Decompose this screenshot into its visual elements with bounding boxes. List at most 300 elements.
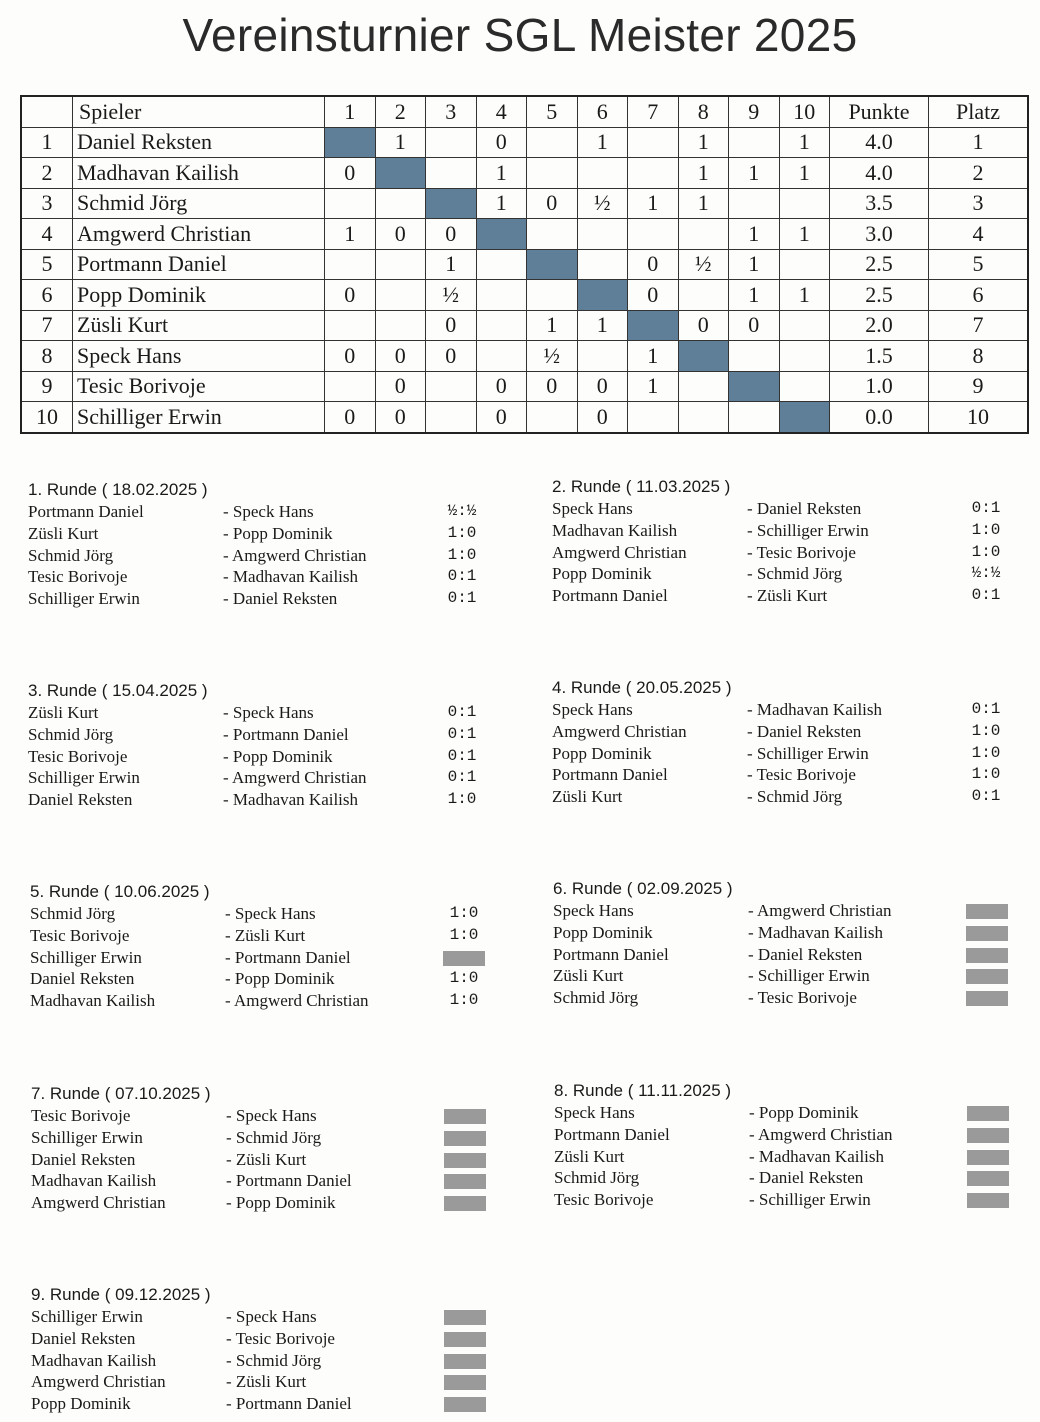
game-row bbox=[31, 1306, 501, 1328]
white-player: Speck Hans bbox=[552, 499, 633, 518]
row-number: 7 bbox=[21, 310, 73, 341]
pending-result-box bbox=[444, 1109, 486, 1124]
white-player: Schmid Jörg bbox=[554, 1168, 640, 1188]
black-player: - Schilliger Erwin bbox=[748, 966, 870, 986]
white-player: Tesic Borivoje bbox=[30, 925, 130, 945]
round-heading bbox=[552, 677, 1022, 699]
white-player: Schilliger Erwin bbox=[31, 1127, 143, 1147]
white-player: Daniel Reksten bbox=[31, 1149, 136, 1169]
header-col-10: 10 bbox=[779, 96, 830, 127]
points-cell: 2.0 bbox=[830, 310, 929, 341]
crosstable bbox=[20, 95, 1029, 434]
round-block bbox=[28, 680, 498, 811]
black-player: - Portmann Daniel bbox=[223, 724, 349, 744]
result-cell bbox=[628, 127, 679, 158]
rank-cell: 4 bbox=[929, 219, 1029, 250]
result-cell: 0 bbox=[325, 402, 376, 433]
self-cell bbox=[476, 219, 527, 250]
pending-result-box bbox=[967, 1128, 1009, 1143]
result-cell: 1 bbox=[628, 188, 679, 219]
result-cell: 1 bbox=[628, 371, 679, 402]
result-cell bbox=[325, 188, 376, 219]
round-date: ( 18.02.2025 ) bbox=[101, 480, 208, 499]
round-block bbox=[552, 476, 1022, 607]
game-result: 0:1 bbox=[447, 703, 477, 721]
result-cell bbox=[678, 280, 729, 311]
round-heading bbox=[30, 881, 500, 903]
white-player: Popp Dominik bbox=[552, 743, 652, 763]
black-player: - Madhavan Kailish bbox=[223, 567, 359, 587]
white-player: Amgwerd Christian bbox=[552, 721, 687, 741]
row-number: 2 bbox=[21, 158, 73, 189]
game-row bbox=[554, 1124, 1024, 1146]
round-block bbox=[553, 878, 1023, 1009]
result-cell: 1 bbox=[678, 188, 729, 219]
result-cell bbox=[375, 249, 426, 280]
round-label: 8. Runde bbox=[554, 1081, 623, 1100]
game-row bbox=[31, 1149, 501, 1171]
round-heading bbox=[553, 878, 1023, 900]
game-row bbox=[552, 585, 1022, 607]
black-player: - Tesic Borivoje bbox=[748, 988, 857, 1008]
result-cell: 0 bbox=[527, 371, 578, 402]
result-cell bbox=[476, 341, 527, 372]
header-player: Spieler bbox=[73, 96, 325, 127]
black-player: - Schmid Jörg bbox=[226, 1127, 322, 1147]
row-number: 3 bbox=[21, 188, 73, 219]
game-row bbox=[553, 987, 1023, 1009]
result-cell bbox=[678, 402, 729, 433]
header-points: Punkte bbox=[830, 96, 929, 127]
result-cell bbox=[426, 371, 477, 402]
game-result: 0:1 bbox=[971, 700, 1001, 718]
game-row bbox=[30, 925, 500, 947]
white-player: Popp Dominik bbox=[553, 922, 653, 942]
points-cell: 1.0 bbox=[830, 371, 929, 402]
white-player: Schilliger Erwin bbox=[30, 947, 142, 967]
result-cell: 0 bbox=[426, 310, 477, 341]
result-cell: 0 bbox=[325, 280, 376, 311]
black-player: - Amgwerd Christian bbox=[225, 991, 369, 1011]
result-cell bbox=[426, 402, 477, 433]
black-player: - Tesic Borivoje bbox=[747, 542, 856, 562]
game-row bbox=[554, 1102, 1024, 1124]
pending-result-box bbox=[967, 1193, 1009, 1208]
result-cell: 0 bbox=[375, 341, 426, 372]
white-player: Portmann Daniel bbox=[28, 502, 144, 521]
round-label: 2. Runde bbox=[552, 477, 621, 496]
result-cell bbox=[577, 341, 628, 372]
pending-result-box bbox=[966, 926, 1008, 941]
result-cell bbox=[779, 188, 830, 219]
white-player: Portmann Daniel bbox=[554, 1124, 670, 1144]
self-cell bbox=[375, 158, 426, 189]
result-cell: 0 bbox=[375, 371, 426, 402]
game-row bbox=[28, 746, 498, 768]
result-cell: 0 bbox=[426, 219, 477, 250]
white-player: Schilliger Erwin bbox=[28, 768, 140, 788]
game-row bbox=[31, 1105, 501, 1127]
result-cell: 0 bbox=[527, 188, 578, 219]
pending-result-box bbox=[444, 1397, 486, 1412]
result-cell bbox=[527, 219, 578, 250]
white-player: Schmid Jörg bbox=[28, 545, 114, 565]
black-player: - Amgwerd Christian bbox=[223, 768, 367, 788]
black-player: - Speck Hans bbox=[225, 904, 316, 923]
result-cell bbox=[527, 402, 578, 433]
header-col-3: 3 bbox=[426, 96, 477, 127]
result-cell: 1 bbox=[325, 219, 376, 250]
result-cell bbox=[426, 127, 477, 158]
game-row bbox=[28, 789, 498, 811]
rank-cell: 9 bbox=[929, 371, 1029, 402]
round-heading bbox=[31, 1083, 501, 1105]
player-name: Schmid Jörg bbox=[73, 188, 325, 219]
result-cell: 0 bbox=[678, 310, 729, 341]
crosstable-row bbox=[21, 371, 1028, 402]
round-label: 7. Runde bbox=[31, 1084, 100, 1103]
crosstable-row bbox=[21, 219, 1028, 250]
game-result: 0:1 bbox=[971, 586, 1001, 605]
player-name: Amgwerd Christian bbox=[73, 219, 325, 250]
round-label: 9. Runde bbox=[31, 1285, 100, 1304]
round-block bbox=[31, 1083, 501, 1214]
result-cell bbox=[527, 158, 578, 189]
self-cell bbox=[426, 188, 477, 219]
result-cell bbox=[729, 402, 780, 433]
black-player: - Schilliger Erwin bbox=[747, 520, 869, 540]
rank-cell: 7 bbox=[929, 310, 1029, 341]
result-cell: 1 bbox=[779, 127, 830, 158]
row-number: 6 bbox=[21, 280, 73, 311]
white-player: Portmann Daniel bbox=[553, 944, 669, 964]
crosstable-row bbox=[21, 158, 1028, 189]
black-player: - Speck Hans bbox=[226, 1307, 317, 1326]
game-row bbox=[552, 699, 1022, 721]
game-row bbox=[552, 498, 1022, 520]
white-player: Madhavan Kailish bbox=[31, 1350, 157, 1370]
round-label: 5. Runde bbox=[30, 882, 99, 901]
game-result: 1:0 bbox=[447, 545, 477, 564]
black-player: - Speck Hans bbox=[223, 502, 314, 521]
game-result: 0:1 bbox=[447, 724, 477, 743]
result-cell: 0 bbox=[476, 402, 527, 433]
result-cell: 1 bbox=[678, 127, 729, 158]
black-player: - Madhavan Kailish bbox=[747, 700, 883, 719]
result-cell: 0 bbox=[375, 219, 426, 250]
result-cell bbox=[678, 219, 729, 250]
game-row bbox=[28, 767, 498, 789]
white-player: Schmid Jörg bbox=[28, 724, 114, 744]
game-result: 1:0 bbox=[449, 925, 479, 944]
game-row bbox=[31, 1393, 501, 1415]
game-row bbox=[30, 947, 500, 969]
crosstable-row bbox=[21, 280, 1028, 311]
result-cell: 0 bbox=[325, 158, 376, 189]
game-row bbox=[553, 944, 1023, 966]
rank-cell: 3 bbox=[929, 188, 1029, 219]
pending-result-box bbox=[443, 951, 485, 966]
result-cell: 1 bbox=[375, 127, 426, 158]
black-player: - Madhavan Kailish bbox=[748, 922, 884, 942]
self-cell bbox=[729, 371, 780, 402]
game-row bbox=[552, 743, 1022, 765]
white-player: Speck Hans bbox=[552, 700, 633, 719]
result-cell bbox=[678, 371, 729, 402]
rank-cell: 1 bbox=[929, 127, 1029, 158]
white-player: Amgwerd Christian bbox=[31, 1372, 166, 1392]
result-cell: 1 bbox=[476, 188, 527, 219]
result-cell bbox=[375, 188, 426, 219]
row-number: 1 bbox=[21, 127, 73, 158]
white-player: Madhavan Kailish bbox=[30, 991, 156, 1011]
pending-result-box bbox=[966, 969, 1008, 984]
row-number: 5 bbox=[21, 249, 73, 280]
game-result: 1:0 bbox=[971, 721, 1001, 740]
game-row bbox=[30, 990, 500, 1012]
points-cell: 4.0 bbox=[830, 158, 929, 189]
crosstable-row bbox=[21, 127, 1028, 158]
white-player: Züsli Kurt bbox=[553, 966, 624, 986]
white-player: Züsli Kurt bbox=[28, 703, 99, 722]
result-cell: 1 bbox=[779, 219, 830, 250]
result-cell: 0 bbox=[375, 402, 426, 433]
round-date: ( 02.09.2025 ) bbox=[626, 879, 733, 898]
white-player: Madhavan Kailish bbox=[552, 520, 678, 540]
result-cell: 0 bbox=[325, 341, 376, 372]
game-result: 0:1 bbox=[447, 567, 477, 586]
round-date: ( 15.04.2025 ) bbox=[101, 681, 208, 700]
player-name: Speck Hans bbox=[73, 341, 325, 372]
self-cell bbox=[325, 127, 376, 158]
black-player: - Schmid Jörg bbox=[747, 564, 843, 584]
result-cell: 1 bbox=[476, 158, 527, 189]
player-name: Schilliger Erwin bbox=[73, 402, 325, 433]
result-cell: 0 bbox=[476, 127, 527, 158]
game-result: 1:0 bbox=[447, 523, 477, 542]
player-name: Portmann Daniel bbox=[73, 249, 325, 280]
points-cell: 3.0 bbox=[830, 219, 929, 250]
result-cell bbox=[729, 188, 780, 219]
white-player: Schilliger Erwin bbox=[28, 589, 140, 609]
black-player: - Speck Hans bbox=[226, 1106, 317, 1125]
crosstable-body bbox=[21, 127, 1028, 433]
game-row bbox=[28, 501, 498, 523]
points-cell: 3.5 bbox=[830, 188, 929, 219]
crosstable-header-row bbox=[21, 96, 1028, 127]
black-player: - Züsli Kurt bbox=[226, 1149, 307, 1169]
game-row bbox=[552, 542, 1022, 564]
rank-cell: 10 bbox=[929, 402, 1029, 433]
white-player: Speck Hans bbox=[554, 1103, 635, 1122]
points-cell: 0.0 bbox=[830, 402, 929, 433]
white-player: Tesic Borivoje bbox=[28, 567, 128, 587]
result-cell bbox=[325, 310, 376, 341]
header-col-1: 1 bbox=[325, 96, 376, 127]
pending-result-box bbox=[966, 991, 1008, 1006]
result-cell: 0 bbox=[426, 341, 477, 372]
black-player: - Popp Dominik bbox=[223, 523, 333, 543]
player-name: Popp Dominik bbox=[73, 280, 325, 311]
black-player: - Portmann Daniel bbox=[226, 1394, 352, 1414]
game-row bbox=[552, 786, 1022, 808]
pending-result-box bbox=[967, 1150, 1009, 1165]
player-name: Madhavan Kailish bbox=[73, 158, 325, 189]
round-heading bbox=[31, 1284, 501, 1306]
header-col-9: 9 bbox=[729, 96, 780, 127]
black-player: - Amgwerd Christian bbox=[748, 901, 892, 920]
round-heading bbox=[28, 479, 498, 501]
game-row bbox=[553, 965, 1023, 987]
result-cell bbox=[527, 280, 578, 311]
white-player: Züsli Kurt bbox=[554, 1146, 625, 1166]
white-player: Popp Dominik bbox=[552, 564, 652, 584]
game-row bbox=[554, 1146, 1024, 1168]
self-cell bbox=[628, 310, 679, 341]
result-cell: 1 bbox=[729, 249, 780, 280]
points-cell: 2.5 bbox=[830, 280, 929, 311]
result-cell: ½ bbox=[527, 341, 578, 372]
game-row bbox=[31, 1127, 501, 1149]
game-row bbox=[31, 1328, 501, 1350]
result-cell bbox=[729, 341, 780, 372]
game-row bbox=[28, 523, 498, 545]
crosstable-row bbox=[21, 341, 1028, 372]
round-date: ( 11.11.2025 ) bbox=[627, 1081, 732, 1100]
pending-result-box bbox=[444, 1196, 486, 1211]
pending-result-box bbox=[444, 1332, 486, 1347]
game-row bbox=[28, 702, 498, 724]
game-result: 1:0 bbox=[971, 520, 1001, 539]
player-name: Tesic Borivoje bbox=[73, 371, 325, 402]
player-name: Züsli Kurt bbox=[73, 310, 325, 341]
row-number: 4 bbox=[21, 219, 73, 250]
result-cell: 0 bbox=[476, 371, 527, 402]
black-player: - Schmid Jörg bbox=[747, 787, 843, 807]
result-cell bbox=[325, 249, 376, 280]
white-player: Portmann Daniel bbox=[552, 586, 668, 606]
black-player: - Popp Dominik bbox=[226, 1193, 336, 1213]
pending-result-box bbox=[966, 904, 1008, 919]
black-player: - Tesic Borivoje bbox=[747, 765, 856, 785]
result-cell bbox=[779, 310, 830, 341]
white-player: Portmann Daniel bbox=[552, 765, 668, 785]
game-row bbox=[31, 1192, 501, 1214]
result-cell bbox=[375, 280, 426, 311]
header-rank: Platz bbox=[929, 96, 1029, 127]
pending-result-box bbox=[967, 1106, 1009, 1121]
round-heading bbox=[28, 680, 498, 702]
result-cell bbox=[577, 158, 628, 189]
game-result: 1:0 bbox=[971, 765, 1001, 784]
black-player: - Amgwerd Christian bbox=[749, 1124, 893, 1144]
result-cell: 0 bbox=[577, 371, 628, 402]
result-cell: 0 bbox=[577, 402, 628, 433]
points-cell: 4.0 bbox=[830, 127, 929, 158]
header-empty bbox=[21, 96, 73, 127]
white-player: Tesic Borivoje bbox=[554, 1190, 654, 1210]
game-result: 0:1 bbox=[447, 746, 477, 765]
white-player: Tesic Borivoje bbox=[31, 1106, 131, 1125]
black-player: - Züsli Kurt bbox=[226, 1372, 307, 1392]
result-cell bbox=[577, 219, 628, 250]
round-block bbox=[28, 479, 498, 610]
result-cell bbox=[476, 249, 527, 280]
rank-cell: 6 bbox=[929, 280, 1029, 311]
result-cell bbox=[628, 219, 679, 250]
white-player: Amgwerd Christian bbox=[552, 542, 687, 562]
result-cell bbox=[426, 158, 477, 189]
header-col-4: 4 bbox=[476, 96, 527, 127]
result-cell: 1 bbox=[729, 219, 780, 250]
black-player: - Züsli Kurt bbox=[225, 925, 306, 945]
result-cell bbox=[325, 371, 376, 402]
header-col-6: 6 bbox=[577, 96, 628, 127]
game-result: ½:½ bbox=[971, 564, 1001, 583]
result-cell bbox=[729, 127, 780, 158]
game-result: 1:0 bbox=[971, 743, 1001, 762]
result-cell: 1 bbox=[779, 280, 830, 311]
black-player: - Daniel Reksten bbox=[747, 721, 862, 741]
points-cell: 2.5 bbox=[830, 249, 929, 280]
black-player: - Popp Dominik bbox=[225, 969, 335, 989]
game-row bbox=[28, 566, 498, 588]
white-player: Popp Dominik bbox=[31, 1394, 131, 1414]
black-player: - Portmann Daniel bbox=[226, 1171, 352, 1191]
result-cell: 1 bbox=[779, 158, 830, 189]
black-player: - Popp Dominik bbox=[749, 1103, 859, 1122]
white-player: Schmid Jörg bbox=[553, 988, 639, 1008]
round-date: ( 11.03.2025 ) bbox=[625, 477, 731, 496]
pending-result-box bbox=[444, 1354, 486, 1369]
round-heading bbox=[554, 1080, 1024, 1102]
round-block bbox=[30, 881, 500, 1012]
header-col-2: 2 bbox=[375, 96, 426, 127]
game-row bbox=[554, 1189, 1024, 1211]
row-number: 10 bbox=[21, 402, 73, 433]
black-player: - Popp Dominik bbox=[223, 746, 333, 766]
game-result: 1:0 bbox=[449, 969, 479, 988]
result-cell: 1 bbox=[729, 280, 780, 311]
result-cell bbox=[577, 249, 628, 280]
result-cell: 1 bbox=[678, 158, 729, 189]
pending-result-box bbox=[967, 1171, 1009, 1186]
black-player: - Daniel Reksten bbox=[749, 1168, 864, 1188]
result-cell bbox=[628, 158, 679, 189]
result-cell: 1 bbox=[577, 127, 628, 158]
black-player: - Schmid Jörg bbox=[226, 1350, 322, 1370]
black-player: - Madhavan Kailish bbox=[749, 1146, 885, 1166]
game-row bbox=[28, 545, 498, 567]
black-player: - Portmann Daniel bbox=[225, 947, 351, 967]
black-player: - Züsli Kurt bbox=[747, 586, 828, 606]
result-cell bbox=[375, 310, 426, 341]
page-title: Vereinsturnier SGL Meister 2025 bbox=[182, 9, 858, 61]
black-player: - Daniel Reksten bbox=[748, 944, 863, 964]
game-row bbox=[554, 1167, 1024, 1189]
result-cell: ½ bbox=[577, 188, 628, 219]
result-cell: 0 bbox=[729, 310, 780, 341]
result-cell bbox=[779, 341, 830, 372]
game-row bbox=[31, 1350, 501, 1372]
pending-result-box bbox=[966, 948, 1008, 963]
round-block bbox=[554, 1080, 1024, 1211]
black-player: - Madhavan Kailish bbox=[223, 790, 359, 810]
pending-result-box bbox=[444, 1153, 486, 1168]
game-row bbox=[28, 588, 498, 610]
round-date: ( 09.12.2025 ) bbox=[104, 1285, 211, 1304]
game-result: 1:0 bbox=[447, 790, 477, 809]
